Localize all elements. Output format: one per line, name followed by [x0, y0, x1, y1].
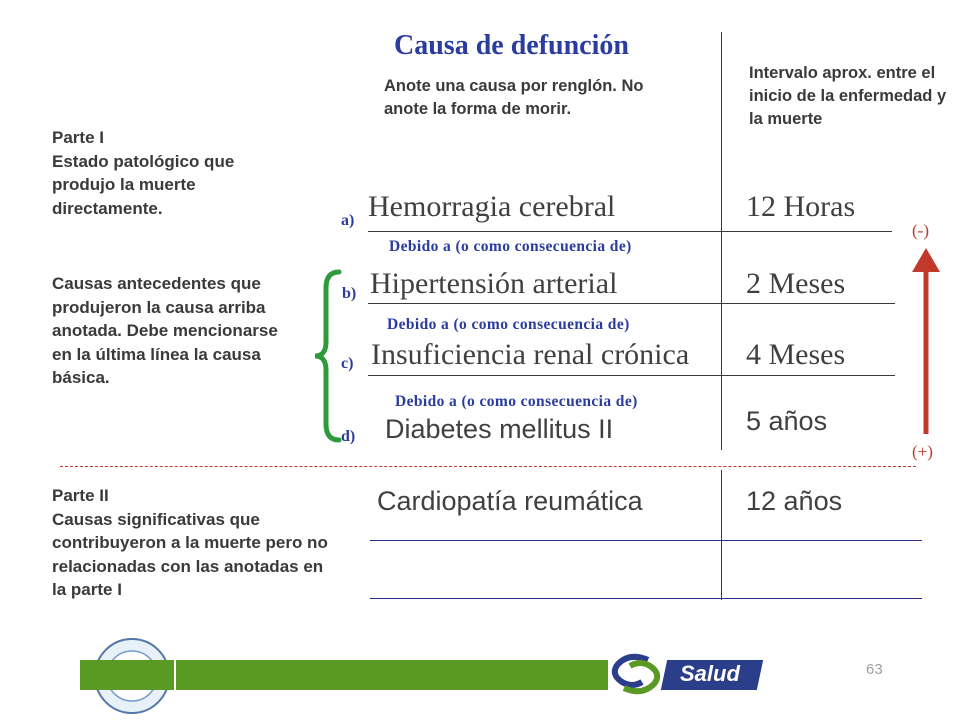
- footer-bar-mid: [176, 660, 608, 690]
- cause-d: Diabetes mellitus II: [385, 414, 614, 444]
- row-letter-c: c): [341, 355, 354, 372]
- interval-header: Intervalo aprox. entre el inicio de la enfermedad y la muerte: [749, 64, 947, 128]
- row-line-c: [368, 375, 895, 376]
- page-number: 63: [866, 661, 883, 678]
- interval-d: 5 años: [746, 406, 828, 436]
- interval-part2: 12 años: [746, 486, 843, 516]
- cause-b: Hipertensión arterial: [370, 267, 618, 300]
- marker-positive: (+): [912, 442, 933, 461]
- debido-label-3: Debido a (o como consecuencia de): [395, 393, 638, 410]
- brace-icon: [312, 268, 342, 444]
- column-divider-part2: [721, 470, 722, 600]
- part1-block: [52, 126, 302, 220]
- cause-part2: Cardiopatía reumática: [377, 486, 643, 516]
- marker-negative: (-): [912, 221, 929, 240]
- instruction-text: Anote una causa por renglón. No anote la forma de morir.: [384, 77, 644, 118]
- swoosh-logo: [608, 650, 664, 698]
- row-letter-b: b): [342, 285, 357, 302]
- footer-bar-left: [80, 660, 174, 690]
- part2-line-1: [370, 540, 922, 541]
- brand-text: Salud: [680, 661, 740, 686]
- debido-label-2: Debido a (o como consecuencia de): [387, 316, 630, 333]
- column-divider: [721, 32, 722, 450]
- interval-a: 12 Horas: [746, 190, 856, 223]
- part2-description: Causas significativas que contribuyeron a la muerte pero no relacionadas con las anotadas en la parte I: [52, 509, 328, 599]
- part-separator: [60, 466, 916, 467]
- part2-line-2: [370, 598, 922, 599]
- row-letter-d: d): [341, 428, 356, 445]
- interval-c: 4 Meses: [746, 338, 846, 371]
- cause-a: Hemorragia cerebral: [368, 190, 616, 223]
- antecedents-text: Causas antecedentes que produjeron la causa arriba anotada. Debe mencionarse en la última línea la causa básica.: [52, 274, 278, 387]
- part2-heading: Parte II: [52, 486, 109, 505]
- interval-b: 2 Meses: [746, 267, 846, 300]
- row-letter-a: a): [341, 212, 355, 229]
- part1-heading: Parte I: [52, 128, 104, 147]
- row-line-b: [368, 303, 895, 304]
- part1-description: Estado patológico que produjo la muerte directamente.: [52, 151, 235, 218]
- cause-c: Insuficiencia renal crónica: [371, 338, 690, 371]
- arrow-up-icon: [909, 246, 943, 436]
- page-title: Causa de defunción: [394, 30, 629, 61]
- debido-label-1: Debido a (o como consecuencia de): [389, 238, 632, 255]
- part2-block: [52, 484, 337, 602]
- row-line-a: [368, 231, 892, 232]
